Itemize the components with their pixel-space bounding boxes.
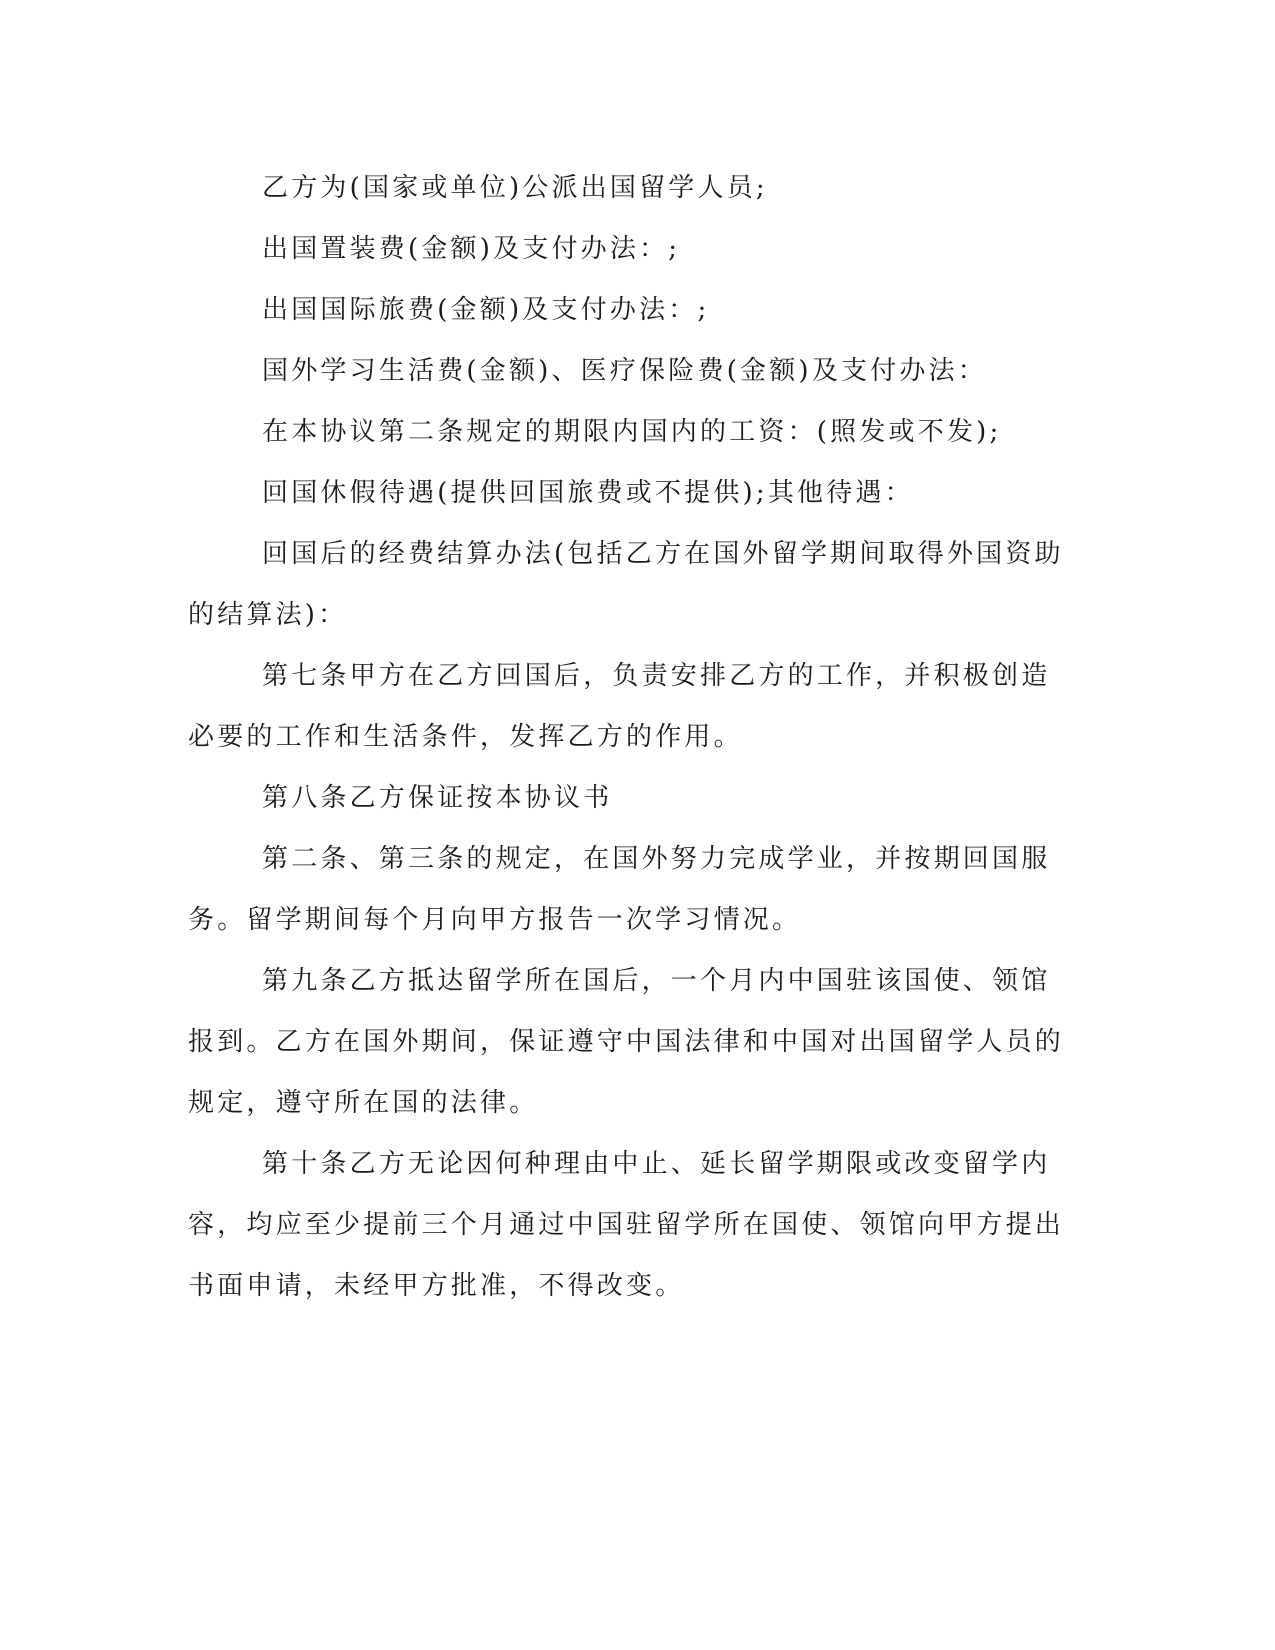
- paragraph-article-10: 第十条乙方无论因何种理由中止、延长留学期限或改变留学内容，均应至少提前三个月通过中国驻留学所在国使、领馆向甲方提出书面申请，未经甲方批准，不得改变。: [188, 1149, 1065, 1301]
- paragraph-domestic-salary: 在本协议第二条规定的期限内国内的工资：(照发或不发);: [262, 417, 1002, 447]
- paragraph-travel-expense: 出国国际旅费(金额)及支付办法：;: [262, 295, 710, 325]
- document-body: [188, 158, 1068, 1317]
- paragraph-article-8-continued: 第二条、第三条的规定，在国外努力完成学业，并按期回国服务。留学期间每个月向甲方报告一次学习情况。: [188, 844, 1051, 935]
- paragraph-home-leave: 回国休假待遇(提供回国旅费或不提供);其他待遇：: [262, 478, 914, 508]
- paragraph-article-8: 第八条乙方保证按本协议书: [262, 783, 613, 813]
- paragraph-stipend-status: 乙方为(国家或单位)公派出国留学人员;: [262, 173, 768, 203]
- paragraph-settlement: 回国后的经费结算办法(包括乙方在国外留学期间取得外国资助的结算法)：: [188, 539, 1064, 630]
- paragraph-article-9: 第九条乙方抵达留学所在国后，一个月内中国驻该国使、领馆报到。乙方在国外期间，保证遵守中国法律和中国对出国留学人员的规定，遵守所在国的法律。: [188, 966, 1065, 1118]
- paragraph-living-insurance: 国外学习生活费(金额)、医疗保险费(金额)及支付办法：: [262, 356, 987, 386]
- paragraph-article-7: 第七条甲方在乙方回国后，负责安排乙方的工作，并积极创造必要的工作和生活条件，发挥乙方的作用。: [188, 661, 1051, 752]
- paragraph-clothing-allowance: 出国置装费(金额)及支付办法：;: [262, 234, 681, 264]
